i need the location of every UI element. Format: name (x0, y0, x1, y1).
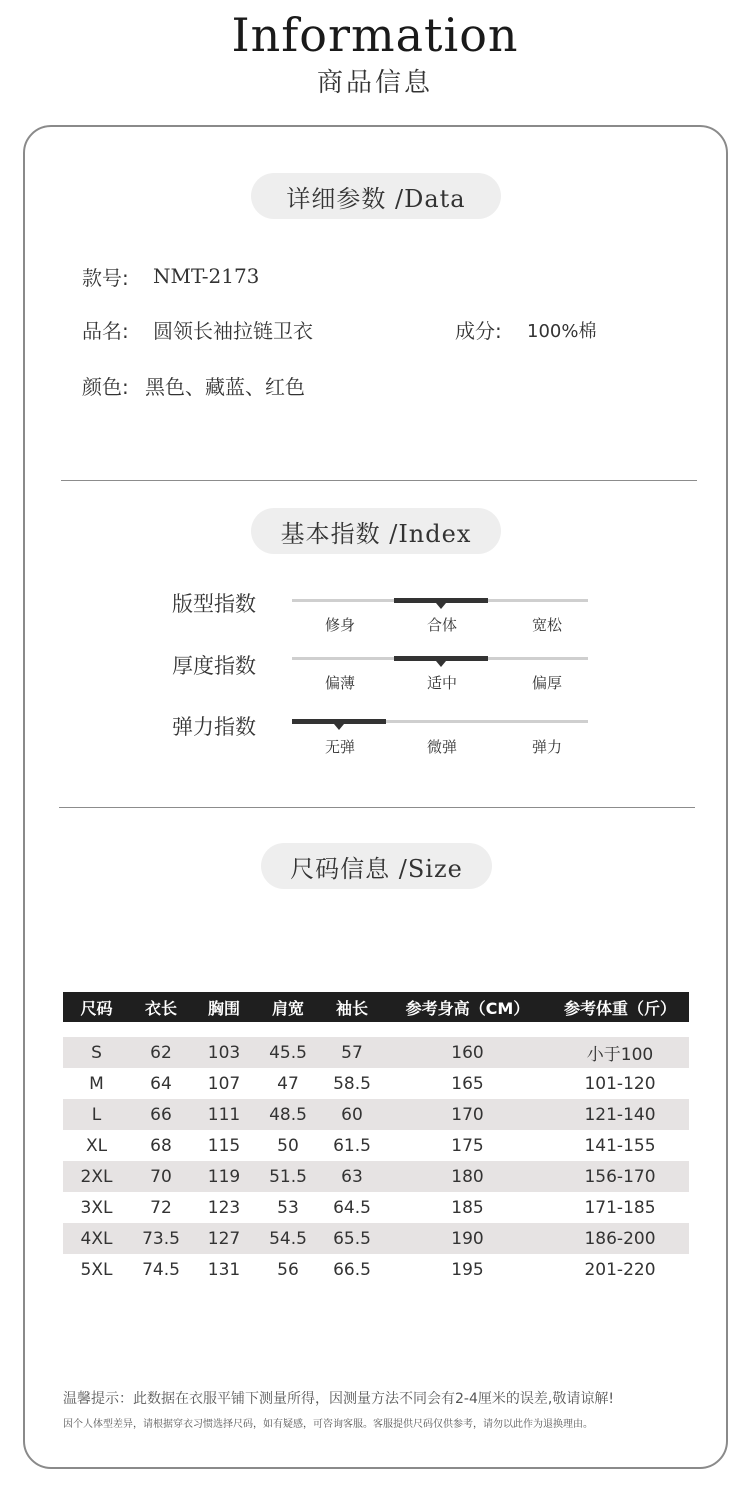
thickness-index-track (292, 657, 588, 660)
table-cell: 4XL (63, 1223, 130, 1254)
table-cell: 115 (207, 1135, 241, 1156)
color-label: 颜色: (82, 375, 129, 399)
table-spacer (63, 1022, 689, 1037)
elasticity-option-stretch: 弹力 (531, 738, 562, 756)
elasticity-index-track (292, 720, 588, 723)
col-header: 参考体重（斤） (551, 992, 689, 1022)
table-row (63, 1192, 689, 1223)
size-table (63, 992, 689, 1285)
table-cell: 180 (384, 1161, 551, 1192)
table-cell: 170 (384, 1099, 551, 1130)
measurement-note: 温馨提示：此数据在衣服平铺下测量所得，因测量方法不同会有2-4厘米的误差,敬请谅解! (63, 1391, 614, 1407)
fit-option-loose: 宽松 (531, 616, 562, 634)
material-label: 成分: (455, 319, 502, 343)
table-cell: 63 (320, 1161, 384, 1192)
elasticity-option-slight: 微弹 (426, 738, 457, 756)
sizing-disclaimer: 因个人体型差异，请根据穿衣习惯选择尺码，如有疑感，可咨询客服。客服提供尺码仅供参考，请勿以此作为退换理由。 (63, 1419, 593, 1430)
table-row (63, 1099, 689, 1130)
table-cell: 47 (277, 1073, 299, 1094)
table-cell: 5XL (80, 1259, 113, 1280)
col-header: 参考身高（CM） (384, 992, 551, 1022)
product-name-label: 品名: (82, 319, 129, 343)
table-cell: 58.5 (333, 1073, 371, 1094)
color-value: 黑色、藏蓝、红色 (145, 375, 305, 399)
table-cell: 123 (207, 1197, 241, 1218)
table-cell: 111 (192, 1099, 256, 1130)
table-cell: 51.5 (256, 1161, 320, 1192)
table-cell: 54.5 (256, 1223, 320, 1254)
table-cell: M (89, 1073, 104, 1094)
col-header: 胸围 (192, 992, 256, 1022)
col-header: 衣长 (130, 992, 192, 1022)
table-cell: 62 (130, 1037, 192, 1068)
table-cell: 119 (192, 1161, 256, 1192)
data-section-pill: 详细参数 /Data (251, 173, 501, 219)
table-cell: 186-200 (551, 1223, 689, 1254)
table-cell: 57 (320, 1037, 384, 1068)
table-cell: 72 (150, 1197, 172, 1218)
table-cell: 70 (130, 1161, 192, 1192)
thickness-option-thick: 偏厚 (531, 674, 562, 692)
table-cell: 160 (384, 1037, 551, 1068)
fit-index-track (292, 599, 588, 602)
table-cell: 61.5 (333, 1135, 371, 1156)
material-value: 100%棉 (527, 321, 597, 342)
table-cell: 74.5 (142, 1259, 180, 1280)
table-cell: 66.5 (333, 1259, 371, 1280)
table-cell: 45.5 (256, 1037, 320, 1068)
table-cell: 190 (384, 1223, 551, 1254)
col-header: 尺码 (63, 992, 130, 1022)
divider-2 (59, 807, 695, 808)
fit-option-slim: 修身 (324, 616, 355, 634)
fit-option-regular: 合体 (426, 616, 457, 634)
table-cell: 68 (150, 1135, 172, 1156)
size-table-header (63, 992, 689, 1022)
table-cell: L (63, 1099, 130, 1130)
product-name-value: 圆领长袖拉链卫衣 (153, 319, 313, 343)
style-no-value: NMT-2173 (153, 264, 260, 288)
page-title-cn: 商品信息 (316, 68, 433, 98)
table-cell: 101-120 (584, 1073, 656, 1094)
table-cell: 141-155 (584, 1135, 656, 1156)
table-cell: 195 (451, 1259, 484, 1280)
table-cell: 171-185 (584, 1197, 656, 1218)
col-header: 肩宽 (256, 992, 320, 1022)
thickness-index-pointer (436, 661, 446, 667)
fit-index-label: 版型指数 (172, 592, 256, 616)
elasticity-index-label: 弹力指数 (172, 715, 256, 739)
table-cell: 60 (320, 1099, 384, 1130)
thickness-index-label: 厚度指数 (172, 654, 256, 678)
table-row (63, 1254, 689, 1285)
table-cell: 175 (451, 1135, 484, 1156)
thickness-option-thin: 偏薄 (324, 674, 355, 692)
elasticity-index-pointer (334, 724, 344, 730)
size-section-pill: 尺码信息 /Size (261, 843, 492, 889)
elasticity-option-none: 无弹 (324, 738, 355, 756)
style-no-label: 款号: (82, 266, 129, 290)
table-cell: 66 (130, 1099, 192, 1130)
table-cell: 121-140 (551, 1099, 689, 1130)
table-cell: 107 (207, 1073, 241, 1094)
table-cell: 小于100 (551, 1037, 689, 1068)
table-cell: 65.5 (320, 1223, 384, 1254)
table-row (63, 1161, 689, 1192)
table-cell: 185 (451, 1197, 484, 1218)
table-cell: 3XL (80, 1197, 113, 1218)
table-cell: 48.5 (256, 1099, 320, 1130)
table-cell: 73.5 (130, 1223, 192, 1254)
table-cell: 64 (150, 1073, 172, 1094)
table-cell: 50 (277, 1135, 299, 1156)
table-cell: 103 (192, 1037, 256, 1068)
table-cell: 53 (277, 1197, 299, 1218)
table-cell: 131 (207, 1259, 241, 1280)
table-cell: 156-170 (551, 1161, 689, 1192)
table-row (63, 1068, 689, 1099)
col-header: 袖长 (320, 992, 384, 1022)
table-cell: S (63, 1037, 130, 1068)
table-cell: XL (85, 1135, 108, 1156)
table-cell: 2XL (63, 1161, 130, 1192)
page-title-en: Information (231, 8, 519, 62)
table-cell: 201-220 (584, 1259, 656, 1280)
table-cell: 127 (192, 1223, 256, 1254)
divider-1 (61, 480, 697, 481)
table-row (63, 1130, 689, 1161)
table-row (63, 1037, 689, 1068)
fit-index-pointer (436, 603, 446, 609)
table-row (63, 1223, 689, 1254)
index-section-pill: 基本指数 /Index (251, 508, 501, 554)
table-cell: 165 (451, 1073, 484, 1094)
thickness-option-medium: 适中 (426, 674, 457, 692)
table-cell: 56 (277, 1259, 299, 1280)
table-cell: 64.5 (333, 1197, 371, 1218)
